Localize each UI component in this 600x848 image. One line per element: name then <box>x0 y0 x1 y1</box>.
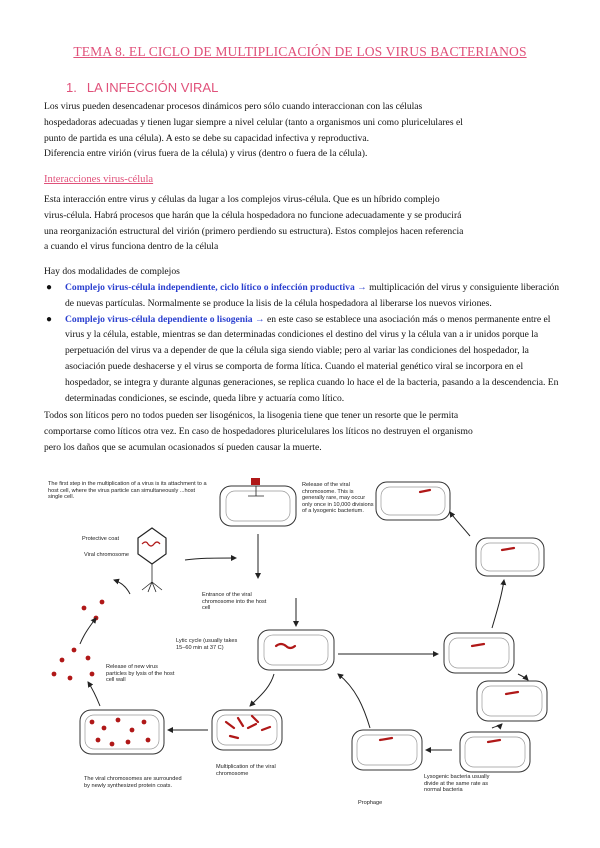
list-item <box>44 280 569 312</box>
label-lysogenic: Lysogenic bacteria usually divide at the same rate as normal bacteria <box>424 774 490 794</box>
label-multiplication: Multiplication of the viral chromosome <box>216 764 276 777</box>
host-cells <box>80 482 547 772</box>
bullet-icon: ● <box>46 313 53 325</box>
label-prophage: Prophage <box>358 800 383 806</box>
label-surrounded: The viral chromosomes are surrounded by newly synthesized protein coats. <box>84 776 182 789</box>
host-cell-assembly <box>80 710 164 754</box>
term-lytic-description: multiplicación del virus y consiguiente liberación de nuevas partículas. Normalmente se produce la lisis de la célula hospedadora al liberarse los nuevos viriones. <box>65 282 560 309</box>
label-protective-coat: Protective coat <box>82 536 119 542</box>
label-viral-chromosome: Viral chromosome <box>84 552 129 558</box>
modalities-intro: Hay dos modalidades de complejos <box>44 266 180 277</box>
interactions-line-3: una reorganización estructural del virión (primero perdiendo su estructura). Estos complejos hacen referencia <box>44 226 464 237</box>
list-item <box>44 312 569 407</box>
closing-line-2: comportarse como líticos otra vez. En caso de hospedadores pluricelulares los líticos no destruyen el organismo <box>44 426 473 437</box>
intro-line-3: punto de partida es una célula). A esto se debe su capacidad infectiva y reproductiva. <box>44 133 369 144</box>
section-number: 1. <box>66 80 77 95</box>
section-title: LA INFECCIÓN VIRAL <box>86 80 219 95</box>
term-lysogeny: Complejo virus-célula dependiente o lisogenia <box>65 313 253 325</box>
closing-line-1: Todos son líticos pero no todos pueden ser lisogénicos, la lisogenia tiene que tener un resorte que le permita <box>44 410 459 421</box>
label-first-step: The first step in the multiplication of a virus is its attachment to a host cell, where the virus particle can simultaneously ...host single cell. <box>48 481 207 501</box>
label-lytic-cycle: Lytic cycle (usually takes 15–60 min at 37 C) <box>176 638 238 651</box>
complex-types-list <box>44 280 569 406</box>
viral-dna-marks <box>226 490 518 742</box>
term-lysogeny-description: en este caso se establece una asociación más o menos permanente entre el virus y la célula, estable, mientras se dan determinadas condiciones el destino del virus y la célula van a ir unidos porque la perpetuación del virus va a depender de que la célula siga siendo viable; pero al variar las condiciones del hospedador, la asociación puede deshacerse y el virus se comporta de forma lítica. Cuando el material genético viral se incorpora en el hospedador, se integra y durante algunas generaciones, se replica cuando lo hace el de la bacteria, pasando a la descendencia. En determinadas condiciones, se escinde, queda libre y actuaría como lítico. <box>65 313 559 404</box>
section-heading <box>66 80 218 95</box>
interactions-line-2: virus-célula. Habrá procesos que harán que la célula hospedadora no funcione adecuadamente y se producirá <box>44 210 462 221</box>
interactions-line-1: Esta interacción entre virus y células da lugar a los complejos virus-célula. Que es un híbrido complejo <box>44 194 440 205</box>
document-title: TEMA 8. EL CICLO DE MULTIPLICACIÓN DE LOS VIRUS BACTERIANOS <box>73 44 527 59</box>
label-entrance: Entrance of the viral chromosome into the host cell <box>202 592 267 612</box>
arrow-icon: → <box>255 313 265 325</box>
closing-line-3: pero los daños que se acumulan ocasionados sí pueden causar la muerte. <box>44 442 322 453</box>
intro-line-2: hospedadoras adecuadas y tienen lugar siempre a nivel celular (tanto a organismos uni como pluricelulares el <box>44 117 463 128</box>
subsection-heading: Interacciones virus-célula <box>44 174 154 185</box>
intro-line-4: Diferencia entre virión (virus fuera de la célula) y virus (dentro o fuera de la célula). <box>44 148 368 159</box>
label-release-chromosome: Release of the viral chromosome. This is generally rare, may occur only once in 10,000 divisions of a lysogenic bacterium. <box>302 482 374 515</box>
label-release-virus: Release of new virus particles by lysis of the host cell wall <box>106 664 175 684</box>
bullet-icon: ● <box>46 282 53 293</box>
arrow-icon: → <box>357 282 367 293</box>
virus-cycle-figure <box>40 478 570 838</box>
intro-line-1: Los virus pueden desencadenar procesos dinámicos pero sólo cuando interaccionan con las células <box>44 101 423 112</box>
interactions-line-4: a cuando el virus funciona dentro de la célula <box>44 241 219 252</box>
term-lytic: Complejo virus-célula independiente, ciclo lítico o infección productiva <box>65 282 355 293</box>
